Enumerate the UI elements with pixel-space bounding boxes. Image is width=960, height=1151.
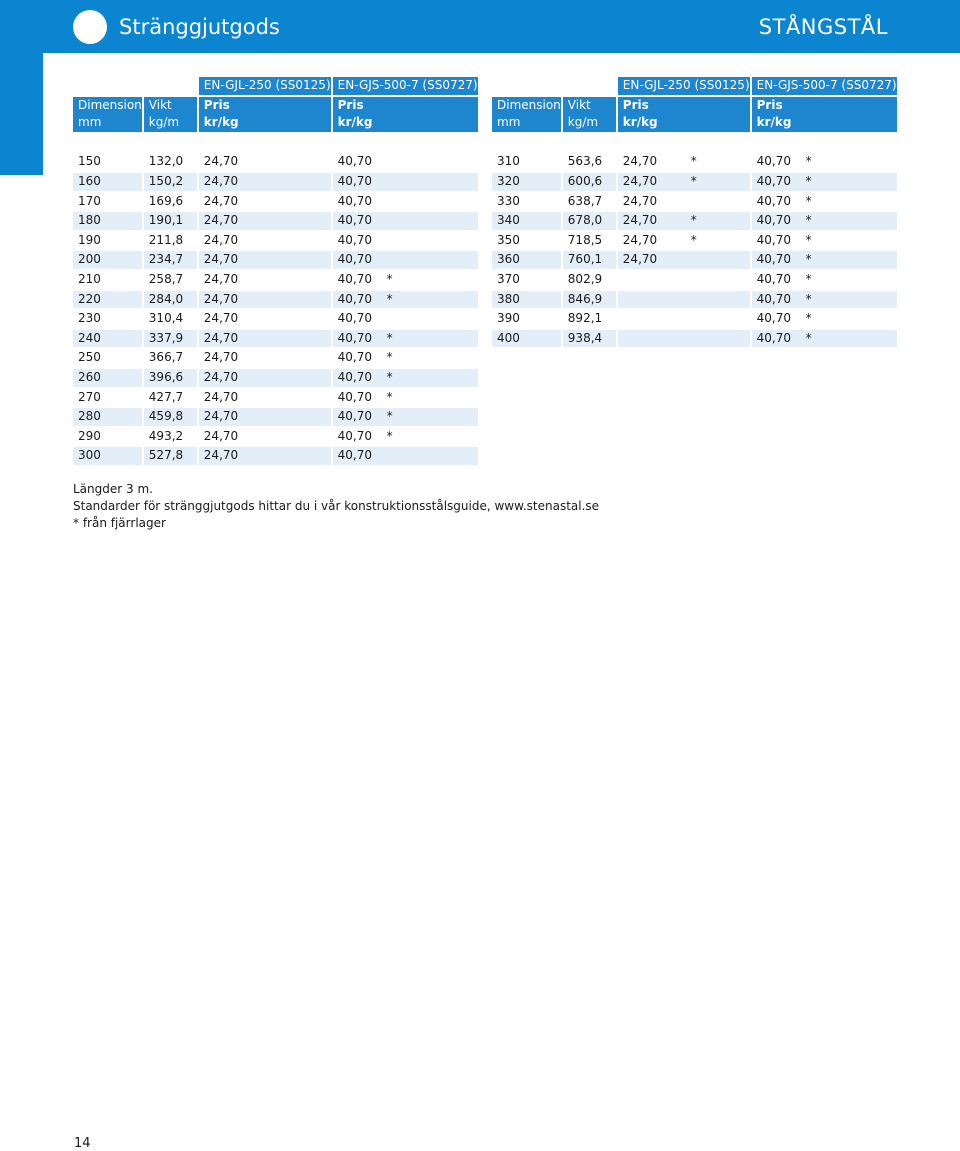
price-value: 40,70 (756, 291, 791, 306)
remote-stock-mark: * (690, 173, 697, 188)
table-row (73, 408, 478, 426)
cell-pris-gjs (752, 271, 897, 289)
cell-pris-gjs (752, 232, 897, 250)
price-table-left (71, 75, 480, 467)
cell-dimension: 190 (73, 232, 142, 250)
cell-dimension: 350 (492, 232, 561, 250)
col-header-dimension: Dimension mm (492, 97, 561, 132)
price-value: 40,70 (756, 154, 791, 169)
price-value: 24,70 (622, 173, 658, 188)
cell-pris-gjl (618, 291, 750, 309)
table-row (73, 271, 478, 289)
note-lengths: Längder 3 m. (73, 482, 153, 496)
cell-dimension: 280 (73, 408, 142, 426)
cell-pris-gjl (618, 251, 750, 269)
cell-pris-gjl (618, 173, 750, 191)
remote-stock-mark: * (805, 193, 812, 208)
cell-pris-gjl (199, 408, 331, 426)
group-header-gjs: EN-GJS-500-7 (SS0727) (333, 77, 478, 95)
cell-dimension: 390 (492, 310, 561, 328)
cell-pris-gjl (618, 310, 750, 328)
price-value: 40,70 (756, 330, 791, 345)
price-value: 40,70 (337, 428, 372, 443)
price-value: 40,70 (337, 271, 372, 286)
cell-dimension: 260 (73, 369, 142, 387)
cell-dimension: 220 (73, 291, 142, 309)
remote-stock-mark: * (386, 389, 393, 404)
price-value: 40,70 (337, 173, 372, 188)
cell-dimension: 370 (492, 271, 561, 289)
price-value: 40,70 (756, 271, 791, 286)
cell-pris-gjs (752, 212, 897, 230)
cell-dimension: 210 (73, 271, 142, 289)
price-value: 24,70 (622, 232, 658, 247)
price-value: 40,70 (337, 213, 372, 228)
table-row (73, 349, 478, 367)
cell-pris-gjs (333, 232, 478, 250)
remote-stock-mark: * (805, 213, 812, 228)
price-value: 24,70 (203, 193, 239, 208)
table-row (73, 389, 478, 407)
table-row (73, 369, 478, 387)
cell-pris-gjl (199, 193, 331, 211)
cell-pris-gjl (199, 310, 331, 328)
price-value: 24,70 (203, 369, 239, 384)
cell-dimension: 250 (73, 349, 142, 367)
category-label: STÅNGSTÅL (758, 15, 888, 39)
page-header (0, 0, 960, 53)
table-row (73, 153, 478, 171)
cell-dimension: 320 (492, 173, 561, 191)
table-row (492, 232, 897, 250)
cell-dimension: 380 (492, 291, 561, 309)
price-value: 40,70 (337, 409, 372, 424)
price-value: 24,70 (203, 252, 239, 267)
price-value: 24,70 (203, 213, 239, 228)
cell-dimension: 230 (73, 310, 142, 328)
cell-pris-gjs (752, 330, 897, 348)
table-row (492, 291, 897, 309)
remote-stock-mark: * (805, 154, 812, 169)
cell-pris-gjs (752, 193, 897, 211)
remote-stock-mark: * (805, 252, 812, 267)
price-value: 40,70 (756, 193, 791, 208)
cell-vikt: 132,0 (144, 153, 197, 171)
note-standards: Standarder för stränggjutgods hittar du i vår konstruktionsstålsguide, www.stenastal.se (73, 499, 600, 513)
cell-pris-gjs (333, 212, 478, 230)
remote-stock-mark: * (690, 232, 697, 247)
price-value: 40,70 (337, 252, 372, 267)
price-value: 40,70 (337, 389, 372, 404)
cell-vikt: 493,2 (144, 428, 197, 446)
note-remote-stock: * från fjärrlager (73, 516, 166, 530)
cell-vikt: 678,0 (563, 212, 616, 230)
price-value: 24,70 (203, 291, 239, 306)
cell-pris-gjl (618, 232, 750, 250)
cell-pris-gjs (333, 173, 478, 191)
price-value: 40,70 (756, 311, 791, 326)
price-value: 24,70 (203, 389, 239, 404)
table-row (73, 251, 478, 269)
cell-vikt: 234,7 (144, 251, 197, 269)
cell-pris-gjl (199, 291, 331, 309)
cell-pris-gjs (752, 251, 897, 269)
footnotes (73, 481, 599, 532)
cell-dimension: 310 (492, 153, 561, 171)
cell-vikt: 600,6 (563, 173, 616, 191)
price-value: 40,70 (337, 350, 372, 365)
cell-pris-gjs (333, 408, 478, 426)
cell-pris-gjl (199, 389, 331, 407)
cell-dimension: 360 (492, 251, 561, 269)
cell-pris-gjl (199, 232, 331, 250)
cell-pris-gjs (333, 389, 478, 407)
table-row (73, 173, 478, 191)
page-title: Stränggjutgods (119, 15, 280, 39)
cell-vikt: 638,7 (563, 193, 616, 211)
table-row (73, 193, 478, 211)
price-value: 24,70 (203, 154, 239, 169)
price-value: 24,70 (622, 213, 658, 228)
group-header-gjl: EN-GJL-250 (SS0125) (199, 77, 331, 95)
price-value: 40,70 (337, 291, 372, 306)
price-value: 40,70 (337, 330, 372, 345)
price-value: 24,70 (203, 448, 239, 463)
cell-vikt: 846,9 (563, 291, 616, 309)
table-row (492, 310, 897, 328)
cell-pris-gjs (333, 291, 478, 309)
remote-stock-mark: * (386, 409, 393, 424)
price-value: 40,70 (756, 213, 791, 228)
price-value: 40,70 (756, 232, 791, 247)
cell-vikt: 563,6 (563, 153, 616, 171)
remote-stock-mark: * (386, 369, 393, 384)
remote-stock-mark: * (805, 232, 812, 247)
remote-stock-mark: * (805, 291, 812, 306)
table-row (492, 330, 897, 348)
remote-stock-mark: * (386, 291, 393, 306)
col-header-vikt: Vikt kg/m (144, 97, 197, 132)
cell-pris-gjl (199, 251, 331, 269)
cell-vikt: 459,8 (144, 408, 197, 426)
group-header-gjs: EN-GJS-500-7 (SS0727) (752, 77, 897, 95)
price-value: 24,70 (622, 154, 658, 169)
remote-stock-mark: * (690, 213, 697, 228)
price-value: 24,70 (622, 193, 658, 208)
cell-dimension: 300 (73, 447, 142, 465)
cell-pris-gjl (199, 428, 331, 446)
cell-pris-gjl (618, 271, 750, 289)
table-row (73, 447, 478, 465)
price-value: 24,70 (203, 311, 239, 326)
table-row (73, 232, 478, 250)
price-value: 40,70 (756, 252, 791, 267)
cell-vikt: 169,6 (144, 193, 197, 211)
cell-pris-gjl (199, 349, 331, 367)
cell-dimension: 290 (73, 428, 142, 446)
cell-vikt: 337,9 (144, 330, 197, 348)
cell-pris-gjs (333, 447, 478, 465)
price-value: 40,70 (337, 154, 372, 169)
cell-vikt: 427,7 (144, 389, 197, 407)
cell-pris-gjl (618, 153, 750, 171)
cell-pris-gjs (333, 271, 478, 289)
group-header-gjl: EN-GJL-250 (SS0125) (618, 77, 750, 95)
header-side-tab (0, 53, 43, 175)
col-header-pris-gjs: Pris kr/kg (752, 97, 897, 132)
cell-pris-gjs (333, 369, 478, 387)
page-number: 14 (74, 1136, 91, 1151)
remote-stock-mark: * (805, 173, 812, 188)
price-value: 40,70 (337, 193, 372, 208)
cell-vikt: 150,2 (144, 173, 197, 191)
table-row (73, 428, 478, 446)
cell-dimension: 200 (73, 251, 142, 269)
remote-stock-mark: * (805, 271, 812, 286)
cell-pris-gjl (199, 369, 331, 387)
col-header-pris-gjs: Pris kr/kg (333, 97, 478, 132)
cell-pris-gjl (199, 173, 331, 191)
cell-vikt: 258,7 (144, 271, 197, 289)
logo-circle-icon (73, 10, 107, 44)
table-row (73, 212, 478, 230)
cell-vikt: 211,8 (144, 232, 197, 250)
cell-vikt: 396,6 (144, 369, 197, 387)
remote-stock-mark: * (386, 271, 393, 286)
cell-dimension: 170 (73, 193, 142, 211)
price-value: 24,70 (203, 173, 239, 188)
price-value: 24,70 (203, 232, 239, 247)
cell-pris-gjl (199, 153, 331, 171)
table-row (492, 173, 897, 191)
col-header-vikt: Vikt kg/m (563, 97, 616, 132)
price-table-right (490, 75, 899, 349)
cell-dimension: 340 (492, 212, 561, 230)
cell-vikt: 527,8 (144, 447, 197, 465)
table-row (73, 310, 478, 328)
price-value: 24,70 (203, 409, 239, 424)
col-header-pris-gjl: Pris kr/kg (199, 97, 331, 132)
price-value: 40,70 (337, 232, 372, 247)
cell-vikt: 892,1 (563, 310, 616, 328)
cell-pris-gjs (752, 310, 897, 328)
price-value: 24,70 (203, 350, 239, 365)
table-row (492, 153, 897, 171)
remote-stock-mark: * (805, 330, 812, 345)
price-value: 24,70 (622, 252, 658, 267)
cell-pris-gjl (618, 193, 750, 211)
cell-pris-gjl (199, 330, 331, 348)
remote-stock-mark: * (805, 311, 812, 326)
cell-dimension: 160 (73, 173, 142, 191)
cell-vikt: 760,1 (563, 251, 616, 269)
col-header-dimension: Dimension mm (73, 97, 142, 132)
col-header-pris-gjl: Pris kr/kg (618, 97, 750, 132)
price-value: 24,70 (203, 330, 239, 345)
cell-pris-gjs (333, 310, 478, 328)
cell-vikt: 802,9 (563, 271, 616, 289)
cell-pris-gjs (752, 153, 897, 171)
cell-pris-gjl (199, 212, 331, 230)
remote-stock-mark: * (386, 350, 393, 365)
cell-pris-gjs (333, 349, 478, 367)
cell-pris-gjs (333, 153, 478, 171)
cell-vikt: 310,4 (144, 310, 197, 328)
cell-pris-gjl (618, 330, 750, 348)
cell-vikt: 190,1 (144, 212, 197, 230)
table-row (492, 251, 897, 269)
table-row (492, 271, 897, 289)
cell-pris-gjl (199, 271, 331, 289)
price-value: 40,70 (337, 311, 372, 326)
cell-pris-gjs (333, 251, 478, 269)
cell-pris-gjs (752, 291, 897, 309)
remote-stock-mark: * (386, 330, 393, 345)
price-value: 40,70 (756, 173, 791, 188)
cell-dimension: 180 (73, 212, 142, 230)
table-row (492, 193, 897, 211)
cell-dimension: 400 (492, 330, 561, 348)
cell-dimension: 240 (73, 330, 142, 348)
price-value: 24,70 (203, 271, 239, 286)
price-value: 40,70 (337, 448, 372, 463)
price-value: 24,70 (203, 428, 239, 443)
remote-stock-mark: * (386, 428, 393, 443)
cell-vikt: 938,4 (563, 330, 616, 348)
cell-dimension: 270 (73, 389, 142, 407)
cell-dimension: 330 (492, 193, 561, 211)
price-value: 40,70 (337, 369, 372, 384)
cell-vikt: 366,7 (144, 349, 197, 367)
cell-dimension: 150 (73, 153, 142, 171)
cell-vikt: 718,5 (563, 232, 616, 250)
table-row (73, 330, 478, 348)
remote-stock-mark: * (690, 154, 697, 169)
cell-pris-gjl (618, 212, 750, 230)
cell-pris-gjs (333, 193, 478, 211)
cell-pris-gjs (752, 173, 897, 191)
cell-pris-gjs (333, 428, 478, 446)
cell-pris-gjl (199, 447, 331, 465)
table-row (73, 291, 478, 309)
cell-pris-gjs (333, 330, 478, 348)
cell-vikt: 284,0 (144, 291, 197, 309)
table-row (492, 212, 897, 230)
